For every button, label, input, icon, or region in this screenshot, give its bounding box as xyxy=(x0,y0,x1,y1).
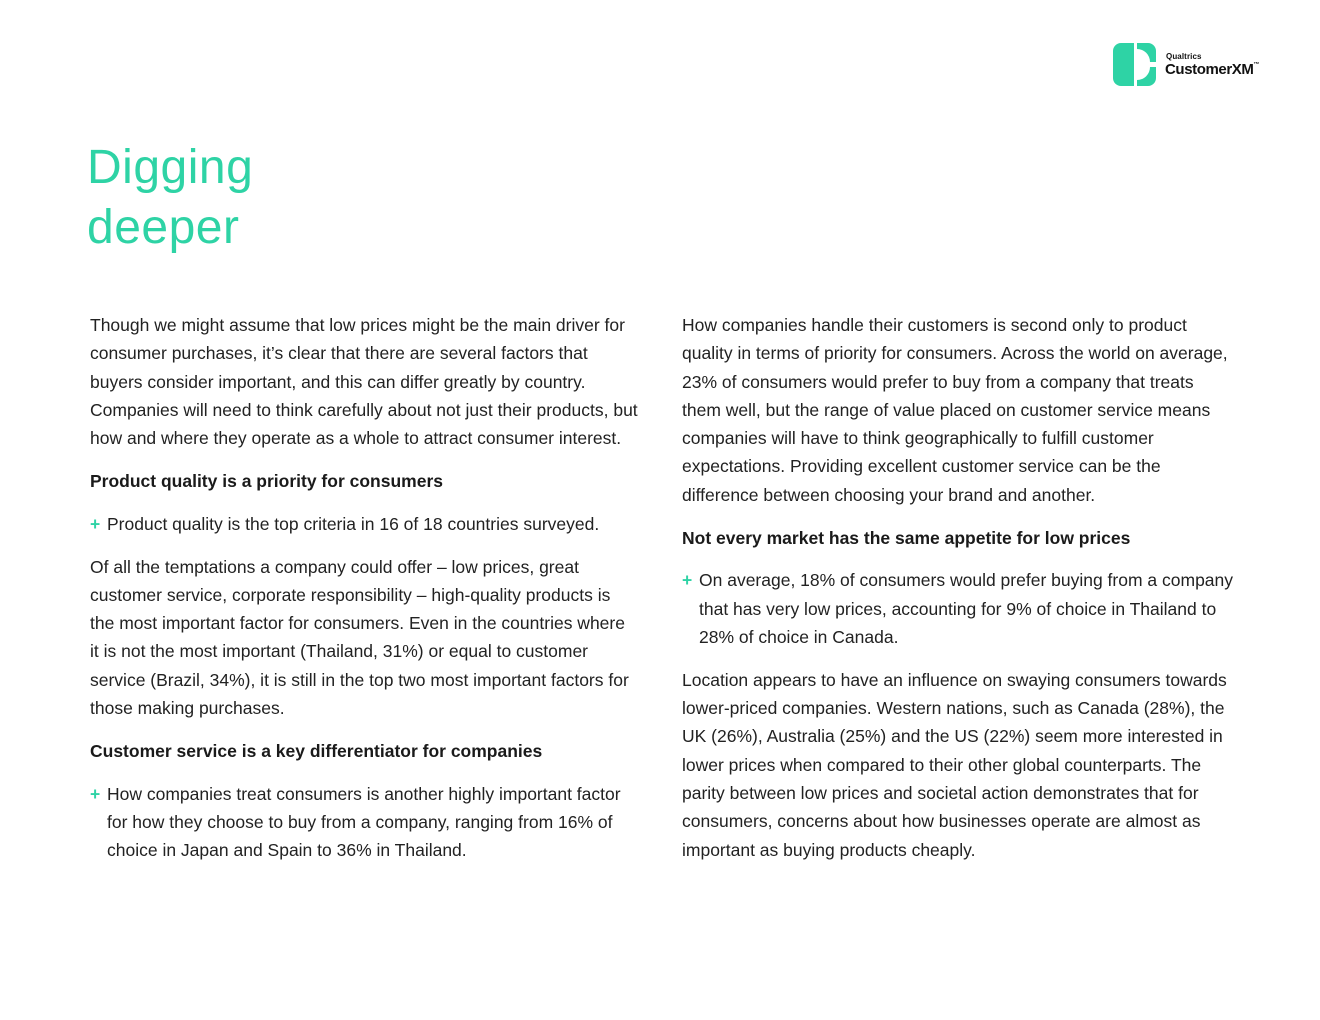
plus-icon: + xyxy=(90,783,101,804)
paragraph-temptations: Of all the temptations a company could offer – low prices, great customer service, corporate responsibility – high-quality products is the most important factor for consumers. Even in the countries where it is not the most important (Thailand, 31%) or equal to customer service (Brazil, 34%), it is still in the top two most important factors for those making purchases. xyxy=(90,556,629,719)
intro-paragraph: Though we might assume that low prices might be the main driver for consumer purchases, it’s clear that there are several factors that buyers consider important, and this can differ greatly by country. Companies will need to think carefully about not just their products, but how and where they operate as a whole to attract consumer interest. xyxy=(90,315,638,449)
paragraph-customer-handling: How companies handle their customers is second only to product quality in terms of priority for consumers. Across the world on average, 23% of consumers would prefer to buy from a company that treats them well, but the range of value placed on customer service means companies will have to think geographically to fulfill customer expectations. Providing excellent customer service can be the difference between choosing your brand and another. xyxy=(682,315,1228,505)
page-title-line2: deeper xyxy=(87,201,240,254)
page-title xyxy=(87,138,253,258)
logo-brand-small: Qualtrics xyxy=(1166,52,1202,61)
bullet-text: Product quality is the top criteria in 16 of 18 countries surveyed. xyxy=(107,513,600,534)
bullet-customer-service xyxy=(90,780,638,865)
logo-brand-main: CustomerXM™ xyxy=(1165,61,1260,78)
section-heading-customer-service: Customer service is a key differentiator for companies xyxy=(90,740,543,761)
bullet-low-prices xyxy=(682,566,1234,651)
bullet-product-quality xyxy=(90,510,638,538)
section-heading-product-quality: Product quality is a priority for consumers xyxy=(90,470,443,491)
paragraph-location: Location appears to have an influence on swaying consumers towards lower-priced companies. Western nations, such as Canada (28%), the UK (26%), Australia (25%) and the US (22%) seem more interested in lower prices when compared to their other global counterparts. The parity between low prices and societal action demonstrates that for consumers, concerns about how businesses operate are almost as important as buying products cheaply. xyxy=(682,669,1227,860)
customerxm-logo-icon xyxy=(1113,43,1156,86)
qualtrics-customerxm-logo xyxy=(1113,43,1283,87)
plus-icon: + xyxy=(90,513,101,534)
bullet-text: How companies treat consumers is another highly important factor for how they choose to buy from a company, ranging from 16% of choice in Japan and Spain to 36% in Thailand. xyxy=(107,783,621,861)
page-title-line1: Digging xyxy=(87,141,254,194)
plus-icon: + xyxy=(682,570,693,591)
bullet-text: On average, 18% of consumers would prefer buying from a company that has very low prices, accounting for 9% of choice in Thailand to 28% of choice in Canada. xyxy=(699,570,1234,647)
right-column xyxy=(682,311,1234,878)
left-column xyxy=(90,311,638,879)
section-heading-low-prices: Not every market has the same appetite for low prices xyxy=(682,527,1131,548)
